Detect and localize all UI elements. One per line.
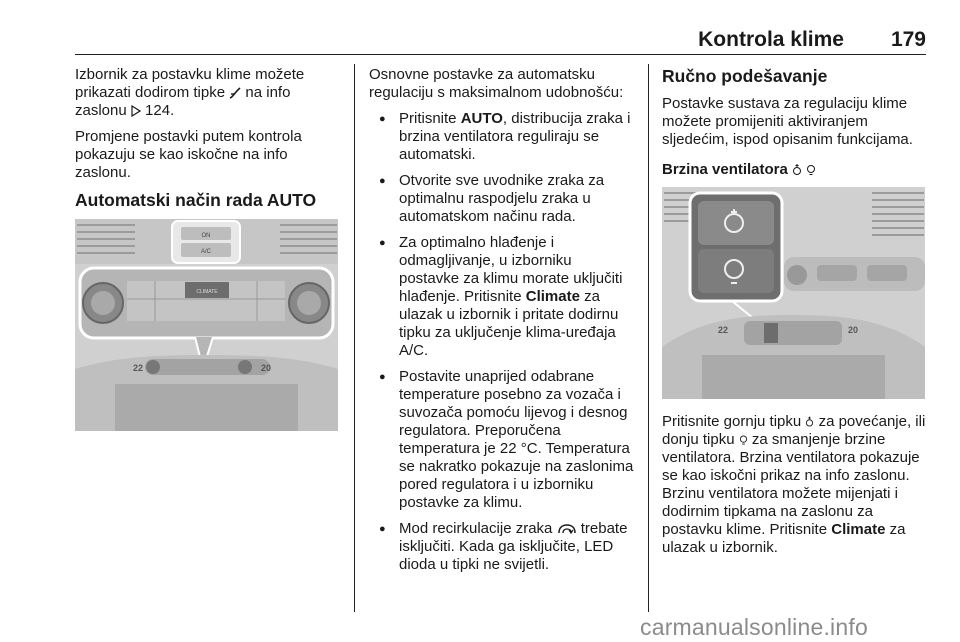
watermark: carmanualsonline.info [640,614,868,640]
car-recirculation-icon [557,523,577,535]
section-heading-auto: Automatski način rada AUTO [75,190,317,210]
paragraph-auto-intro: Osnovne postavke za automatsku regulaciju s maksimalnom udobnošću: [369,66,624,101]
paragraph-manual-intro: Postavke sustava za regulaciju klime možete promijeniti aktiviranjem sljedećim, ispod opisanim funkcijama. [662,95,913,148]
climate-control-panel-image [75,219,338,431]
page-header [75,28,926,55]
temp-right-label: 20 [261,363,272,373]
auto-button-ref: AUTO [460,110,503,127]
fan-minus-icon [739,434,748,446]
paragraph-fan-speed: Pritisnite gornju tipku za povećanje, ili donju tipku za smanjenje brzine ventilatora. Brzina ventilatora pokazuje se kao iskočni prikaz na info zaslonu. Brzinu ventilatora možete mijenjati i dodirnim tipkama na zaslonu za postavku klime. Pritisnite Climate za ulazak u izbornik. [662,413,926,556]
list-item: ● Pritisnite AUTO, distribucija zraka i brzina ventilatora reguliraju se automatski. [369,110,634,164]
auto-steps-list [369,110,634,574]
ac-button-label: A/C [200,249,212,255]
climate-button-label: CLIMATE [196,289,218,295]
fan-plus-icon [792,164,802,176]
paragraph-popups: Promjene postavki putem kontrola pokazuju se kao iskočne na info zaslonu. [75,128,302,181]
column-3 [662,66,928,565]
temp-right-label: 20 [848,325,859,335]
list-item: ● Otvorite sve uvodnike zraka za optimalnu raspodjelu zraka u automatskom načinu rada. [369,172,634,226]
page-number: 179 [890,28,926,51]
column-1 [75,66,343,431]
page-title: Kontrola klime [698,28,844,51]
climate-button-ref: Climate [525,288,580,305]
on-button-label: ON [201,233,211,239]
list-item: ● Mod recirkulacije zraka trebate isključiti. Kada ga isključite, LED dioda u tipki ne svijetli. [369,520,634,574]
fan-curve-icon [229,86,241,100]
climate-button-ref: Climate [831,521,886,538]
section-heading-manual: Ručno podešavanje [662,66,828,86]
temp-left-label: 22 [718,325,729,335]
list-item: ● Za optimalno hlađenje i odmagljivanje, u izborniku postavke za klimu morate uključiti hlađenje. Pritisnite Climate za ulazak u izbornik i pritate dodirnu tipku za uključenje klima-uređaja A/C. [369,234,634,360]
fan-minus-icon [806,164,816,176]
triangle-arrow-icon [131,105,141,117]
column-divider [354,64,355,612]
column-divider [648,64,649,612]
column-2 [369,66,634,582]
list-item: ● Postavite unaprijed odabrane temperature posebno za vozača i suvozača pomoću lijevog i desnog regulatora. Preporučena temperatura je 22 °C. Temperatura se nakratko pokazuje na zaslonima pored regulatora i u izborniku postavke za klimu. [369,368,634,512]
subheading-fan-speed: Brzina ventilatora [662,161,928,179]
page-reference[interactable]: 124. [145,102,175,119]
fan-speed-buttons-image [662,187,925,399]
paragraph-menu-access: Izbornik za postavku klime možete prikazati dodirom tipke na info zaslonu 124. [75,66,305,119]
temp-left-label: 22 [133,363,144,373]
